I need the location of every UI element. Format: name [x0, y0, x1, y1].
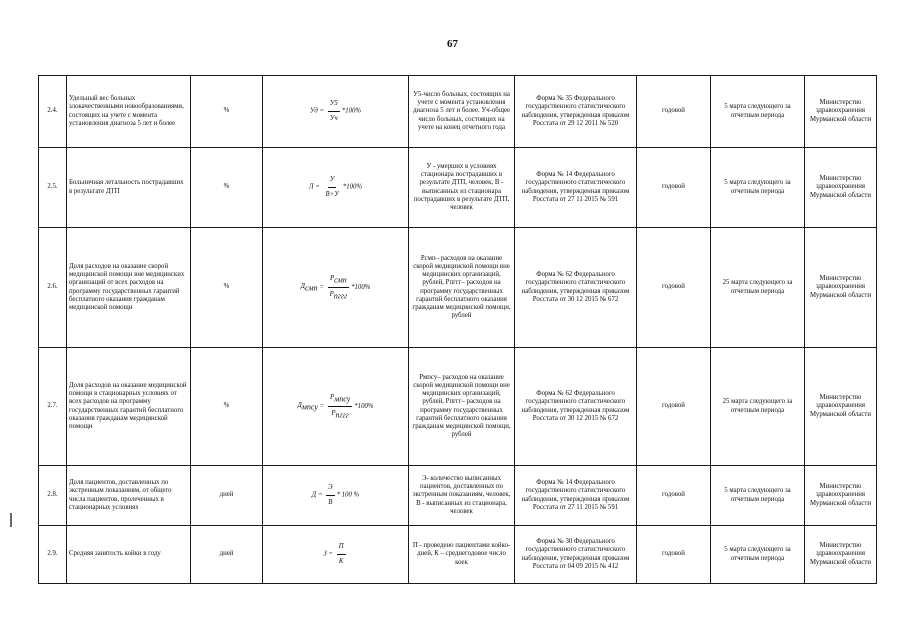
formula-equals: = — [315, 183, 320, 191]
variables-description: Э- количество выписанных пациентов, доставленных по экстренным показаниям, человек, В - выписанных из стационара, человек — [409, 466, 515, 526]
formula-numerator — [328, 97, 340, 112]
variables-description: У5-число больных, состоящих на учете с момента установления диагноза 5 лет и более. Уч-общее число больных, состоящих на учете на конец отчетного года — [409, 76, 515, 148]
submission-deadline: 25 марта следующего за отчетным периода — [711, 228, 805, 348]
formula-denominator — [337, 555, 346, 569]
formula-numerator-subscript: мпсу — [334, 394, 351, 403]
formula-fraction — [328, 391, 352, 423]
submission-deadline: 5 марта следующего за отчетным периода — [711, 148, 805, 228]
formula-lhs-symbol: З — [323, 550, 327, 558]
variables-description: У - умерших в условиях стационара пострадавших в результате ДТП, человек, В - выписанных из стационара пострадавших в результате ДТП, человек — [409, 148, 515, 228]
formula-denominator-symbol: В+У — [325, 191, 339, 198]
formula-denominator — [329, 407, 351, 422]
responsible-body: Министерство здравоохранения Мурманской области — [805, 348, 877, 466]
responsible-body: Министерство здравоохранения Мурманской области — [805, 466, 877, 526]
table-row — [39, 526, 877, 584]
row-number: 2.4. — [39, 76, 67, 148]
formula-numerator-symbol: П — [338, 543, 344, 550]
unit-of-measure: % — [191, 148, 263, 228]
data-source: Форма № 35 Федерального государственного статистического наблюдения, утвержденная приказом Росстата от 29 12 2011 № 520 — [515, 76, 637, 148]
formula-suffix: *100% — [341, 107, 362, 115]
formula-lhs — [297, 401, 318, 412]
data-source: Форма № 14 Федерального государственного статистического наблюдения, утвержденная приказом Росстата от 27 11 2015 № 591 — [515, 148, 637, 228]
reporting-period: годовой — [637, 466, 711, 526]
variables-description: П - проведено пациентами койко-дней, К – среднегодовое число коек — [409, 526, 515, 584]
formula-fraction — [326, 481, 334, 510]
data-source: Форма № 14 Федерального государственного статистического наблюдения, утвержденная приказом Росстата от 27 11 2015 № 591 — [515, 466, 637, 526]
responsible-body: Министерство здравоохранения Мурманской области — [805, 228, 877, 348]
reporting-period: годовой — [637, 76, 711, 148]
formula — [263, 76, 409, 148]
formula-equals: = — [319, 283, 324, 291]
submission-deadline: 5 марта следующего за отчетным периода — [711, 76, 805, 148]
scan-edge-mark — [10, 513, 12, 527]
data-source: Форма № 62 Федерального государственного статистического наблюдения, утвержденная приказом Росстата от 30 12 2015 № 672 — [515, 228, 637, 348]
formula-lhs — [310, 107, 318, 114]
formula-numerator — [326, 481, 334, 496]
submission-deadline: 5 марта следующего за отчетным периода — [711, 526, 805, 584]
reporting-period: годовой — [637, 348, 711, 466]
indicator-name: Средняя занятость койки в году — [67, 526, 191, 584]
formula-numerator — [328, 272, 349, 288]
row-number: 2.7. — [39, 348, 67, 466]
formula-denominator-subscript: пггг — [333, 291, 348, 301]
indicator-name: Доля расходов на оказание скорой медицинской помощи вне медицинских организаций от всех расходов на программу государственных гарантий бесплатного оказания гражданам медицинской помощи — [67, 228, 191, 348]
row-number: 2.9. — [39, 526, 67, 584]
formula-equals: = — [319, 107, 325, 115]
indicator-name: Удельный вес больных злокачественными новообразованиями, состоящих на учете с момента установления диагноза 5 лет и более — [67, 76, 191, 148]
formula-lhs-symbol: Л — [308, 183, 314, 191]
formula — [263, 348, 409, 466]
formula-denominator-symbol: Р — [331, 410, 336, 417]
unit-of-measure: дней — [191, 526, 263, 584]
unit-of-measure: дней — [191, 466, 263, 526]
formula-numerator — [337, 540, 346, 555]
formula-fraction — [328, 97, 340, 126]
formula-fraction — [337, 540, 346, 569]
formula-numerator-symbol: У — [329, 176, 335, 183]
formula-suffix: * 100 % — [336, 491, 360, 499]
formula-denominator — [328, 288, 350, 303]
formula-equals: = — [317, 491, 323, 499]
formula-lhs-symbol: Д — [300, 282, 305, 290]
unit-of-measure: % — [191, 76, 263, 148]
formula-numerator-symbol: Р — [329, 393, 335, 401]
formula-denominator-symbol: К — [338, 558, 344, 565]
formula-numerator-symbol: Э — [328, 484, 333, 491]
submission-deadline: 5 марта следующего за отчетным периода — [711, 466, 805, 526]
unit-of-measure: % — [191, 348, 263, 466]
formula-denominator-symbol: Уч — [329, 115, 338, 122]
responsible-body: Министерство здравоохранения Мурманской области — [805, 526, 877, 584]
formula-equals: = — [319, 402, 325, 410]
responsible-body: Министерство здравоохранения Мурманской области — [805, 76, 877, 148]
formula-lhs-symbol: Д — [311, 491, 317, 499]
indicator-name: Больничная летальность пострадавших в результате ДТП — [67, 148, 191, 228]
formula-lhs-symbol: Д — [297, 401, 302, 409]
responsible-body: Министерство здравоохранения Мурманской области — [805, 148, 877, 228]
formula-fraction — [324, 173, 341, 202]
row-number: 2.5. — [39, 148, 67, 228]
formula-suffix: *100% — [354, 402, 374, 410]
variables-description: Рсмп– расходов на оказание скорой медицинской помощи вне медицинских организаций, рублей, Рпггг– расходов на программу государственных гарантий бесплатного оказания гражданам медицинской помощи, рублей — [409, 228, 515, 348]
reporting-period: годовой — [637, 148, 711, 228]
reporting-period: годовой — [637, 228, 711, 348]
formula-fraction — [328, 272, 350, 304]
formula-denominator-subscript: пггг — [335, 410, 349, 420]
formula-denominator-symbol: Р — [329, 291, 334, 298]
formula-numerator — [328, 173, 337, 188]
formula-equals: = — [328, 550, 334, 558]
formula-denominator-symbol: В — [328, 499, 333, 506]
table-row — [39, 348, 877, 466]
row-number: 2.8. — [39, 466, 67, 526]
formula-lhs — [312, 491, 316, 498]
submission-deadline: 25 марта следующего за отчетным периода — [711, 348, 805, 466]
formula-denominator — [328, 112, 340, 126]
formula-numerator-subscript: смп — [334, 275, 347, 284]
table-row — [39, 148, 877, 228]
formula-numerator-symbol: У5 — [329, 100, 338, 107]
formula — [263, 148, 409, 228]
table-row — [39, 466, 877, 526]
formula-suffix: *100% — [342, 183, 363, 191]
row-number: 2.6. — [39, 228, 67, 348]
indicator-name: Доля пациентов, доставленных по экстренным показаниям, от общего числа пациентов, пролеченных в стационарных условиях — [67, 466, 191, 526]
table-row — [39, 228, 877, 348]
unit-of-measure: % — [191, 228, 263, 348]
formula-lhs-subscript: мпсу — [301, 402, 318, 412]
formula — [263, 228, 409, 348]
reporting-period: годовой — [637, 526, 711, 584]
table-row — [39, 76, 877, 148]
variables-description: Рмпсу– расходов на оказание скорой медицинской помощи вне медицинских организаций, рублей, Рпггг– расходов на программу государственных гарантий бесплатного оказания гражданам медицинской помощи, рублей — [409, 348, 515, 466]
formula-denominator — [324, 188, 341, 202]
page-number: 67 — [447, 38, 458, 50]
indicators-table — [38, 75, 877, 584]
data-source: Форма № 30 Федерального государственного статистического наблюдения, утвержденная приказом Росстата от 04 09 2015 № 412 — [515, 526, 637, 584]
formula-lhs-symbol: Уд — [309, 107, 318, 115]
formula-lhs — [300, 282, 318, 293]
formula — [263, 526, 409, 584]
indicator-name: Доля расходов на оказание медицинской помощи в стационарных условиях от всех расходов на программу государственных гарантий бесплатного оказания гражданам медицинской помощи — [67, 348, 191, 466]
formula-numerator-symbol: Р — [329, 274, 335, 282]
formula-lhs-subscript: смп — [304, 283, 318, 293]
formula — [263, 466, 409, 526]
formula-denominator — [326, 496, 334, 510]
formula-lhs — [309, 183, 314, 190]
formula-suffix: *100% — [351, 283, 371, 291]
data-source: Форма № 62 Федерального государственного статистического наблюдения, утвержденная приказом Росстата от 30 12 2015 № 672 — [515, 348, 637, 466]
formula-lhs — [323, 550, 326, 557]
formula-numerator — [328, 391, 352, 407]
